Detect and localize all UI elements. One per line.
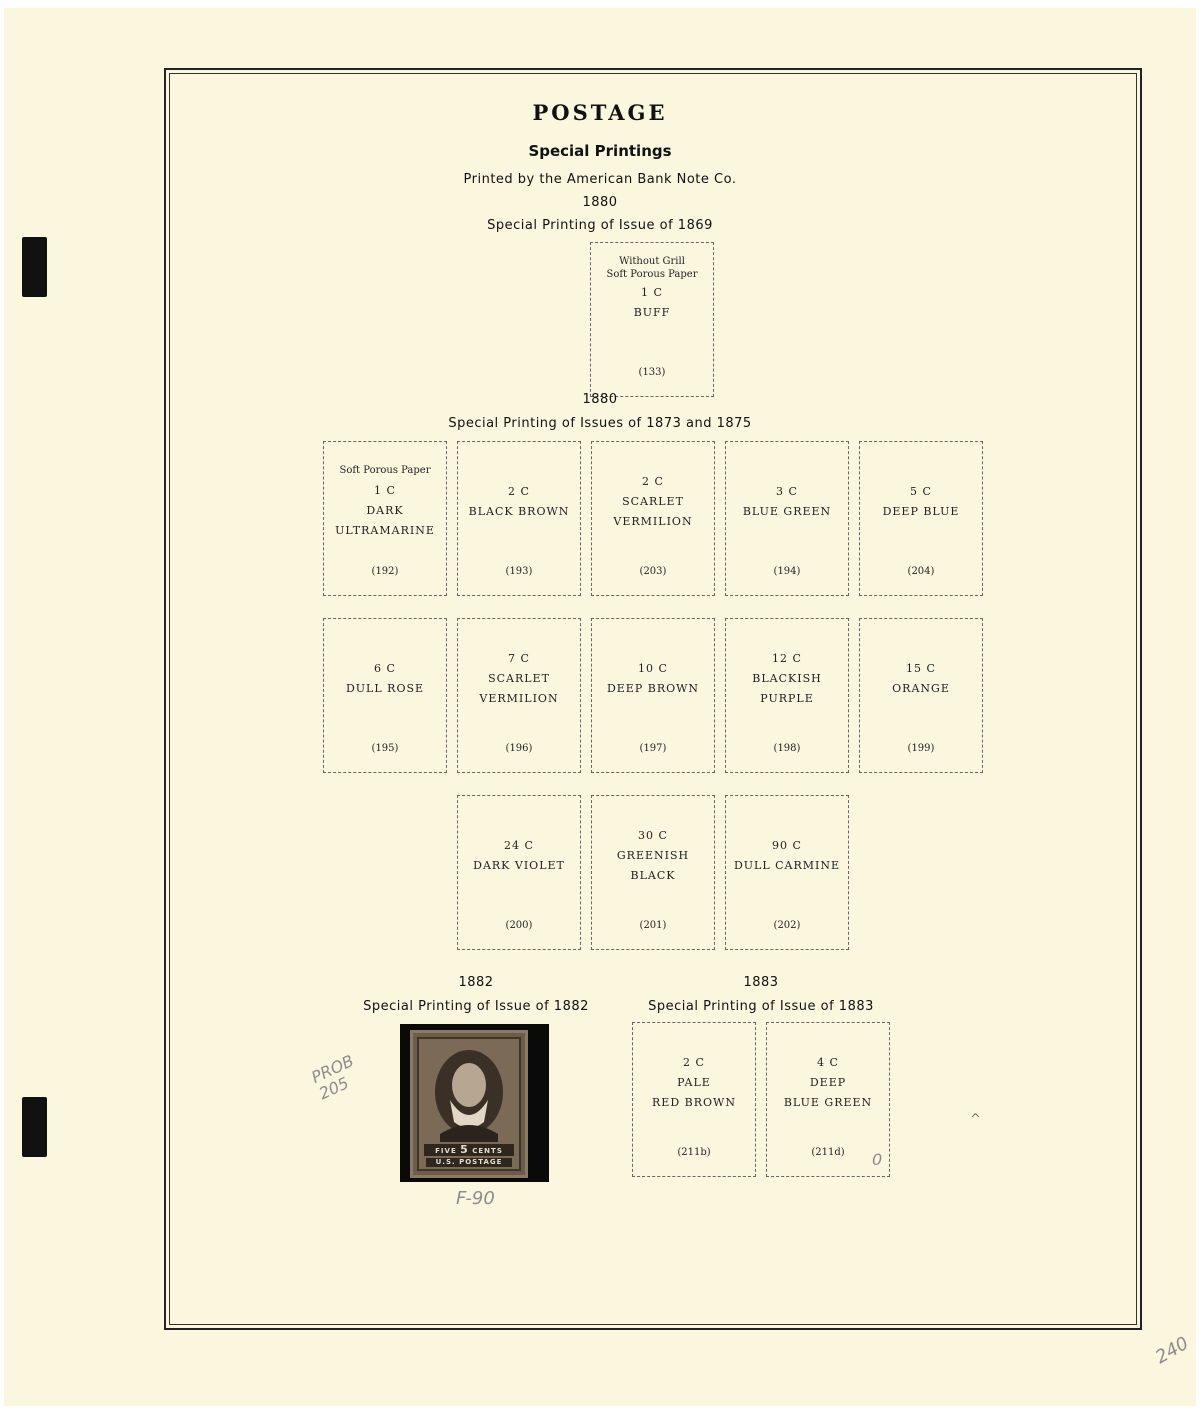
stamp-color: BUFF — [633, 306, 671, 319]
stamp-value: 5 C — [910, 485, 932, 498]
stamp-text-value: 5 — [460, 1143, 469, 1156]
stamp-note: Soft Porous Paper — [339, 465, 431, 476]
stamp-color: ORANGE — [892, 682, 950, 695]
stamp-color: BLACKISH — [752, 672, 822, 685]
stamp-color: DEEP BLUE — [882, 505, 960, 518]
stamp-space[interactable] — [323, 441, 447, 596]
stamp-space[interactable] — [591, 441, 715, 596]
stamp-color: VERMILION — [613, 515, 693, 528]
stamp-value: 6 C — [374, 662, 396, 675]
catalog-number: (197) — [639, 743, 667, 754]
stamp-value: 4 C — [817, 1056, 839, 1069]
stamp-color: SCARLET — [488, 672, 550, 685]
page-title: POSTAGE — [532, 100, 668, 125]
stamp-text-right: CENTS — [472, 1147, 503, 1155]
stamp-value: 15 C — [906, 662, 936, 675]
page-number: 240 — [1152, 1332, 1193, 1369]
heading-1883: Special Printing of Issue of 1883 — [648, 999, 874, 1014]
stamp-space[interactable] — [632, 1022, 756, 1177]
stamp-space[interactable] — [457, 618, 581, 773]
catalog-number: (196) — [505, 743, 533, 754]
stamp-color: ULTRAMARINE — [335, 524, 435, 537]
catalog-number: (201) — [639, 920, 667, 931]
stamp-space[interactable] — [725, 795, 849, 950]
stamp-space[interactable] — [591, 795, 715, 950]
catalog-number: (198) — [773, 743, 801, 754]
stamp-color: DEEP BROWN — [606, 682, 700, 695]
heading-1869: Special Printing of Issue of 1869 — [487, 218, 713, 233]
stamp-value: 2 C — [642, 475, 664, 488]
pencil-mark: 0 — [872, 1150, 883, 1169]
stamp-color: BLACK BROWN — [468, 505, 570, 518]
stamp-note: Soft Porous Paper — [606, 269, 698, 280]
stamp-color: GREENISH — [616, 849, 690, 862]
stamp-color: DULL ROSE — [345, 682, 425, 695]
year-1880-b: 1880 — [582, 392, 618, 407]
printer-line: Printed by the American Bank Note Co. — [463, 172, 737, 187]
pencil-note-prob: PROB 205 — [308, 1051, 357, 1104]
stamp-text-left: FIVE — [435, 1147, 457, 1155]
stamp-color: PALE — [677, 1076, 711, 1089]
stamp-value: 7 C — [508, 652, 530, 665]
stamp-color: BLACK — [630, 869, 676, 882]
stamp-color: VERMILION — [479, 692, 559, 705]
mounted-stamp-1882[interactable] — [400, 1024, 549, 1182]
stamp-color: SCARLET — [622, 495, 684, 508]
catalog-number: (193) — [505, 566, 533, 577]
stamp-color: BLUE GREEN — [742, 505, 832, 518]
stamp-space[interactable] — [457, 441, 581, 596]
catalog-number: (203) — [639, 566, 667, 577]
catalog-number: (199) — [907, 743, 935, 754]
catalog-number: (204) — [907, 566, 935, 577]
stamp-color: BLUE GREEN — [783, 1096, 873, 1109]
catalog-number: (211b) — [677, 1147, 711, 1158]
binder-tab-top — [22, 237, 47, 297]
stamp-text-bottom: U.S. POSTAGE — [435, 1158, 503, 1166]
stamp-value: 24 C — [504, 839, 534, 852]
year-1882: 1882 — [458, 975, 494, 990]
catalog-number: (194) — [773, 566, 801, 577]
heading-1882: Special Printing of Issue of 1882 — [363, 999, 589, 1014]
heading-1873-1875: Special Printing of Issues of 1873 and 1875 — [448, 416, 752, 431]
stamp-space[interactable] — [859, 618, 983, 773]
catalog-number: (192) — [371, 566, 399, 577]
stamp-color: DARK — [366, 504, 404, 517]
stamp-value: 30 C — [638, 829, 668, 842]
page-subtitle: Special Printings — [528, 142, 672, 160]
year-1880-a: 1880 — [582, 195, 618, 210]
stamp-value: 3 C — [776, 485, 798, 498]
stamp-space[interactable] — [859, 441, 983, 596]
stamp-color: DARK VIOLET — [473, 859, 565, 872]
catalog-number: (202) — [773, 920, 801, 931]
catalog-number: (200) — [505, 920, 533, 931]
stamp-space-133[interactable] — [590, 242, 714, 397]
stamp-value: 1 C — [374, 484, 396, 497]
garfield-stamp-image — [410, 1030, 528, 1178]
stamp-space[interactable] — [323, 618, 447, 773]
year-1883: 1883 — [743, 975, 779, 990]
stamp-space[interactable] — [725, 441, 849, 596]
catalog-number: (211d) — [811, 1147, 845, 1158]
binder-tab-bottom — [22, 1097, 47, 1157]
stamp-value: 12 C — [772, 652, 802, 665]
stamp-value: 90 C — [772, 839, 802, 852]
margin-mark: ^ — [970, 1112, 981, 1127]
pencil-note-grade: F-90 — [456, 1188, 495, 1209]
stamp-color: RED BROWN — [652, 1096, 736, 1109]
stamp-value: 1 C — [641, 286, 663, 299]
stamp-value: 10 C — [638, 662, 668, 675]
stamp-space[interactable] — [591, 618, 715, 773]
stamp-color: DEEP — [809, 1076, 847, 1089]
stamp-space[interactable] — [457, 795, 581, 950]
catalog-number: (195) — [371, 743, 399, 754]
stamp-value: 2 C — [508, 485, 530, 498]
stamp-note: Without Grill — [619, 256, 685, 267]
stamp-space[interactable] — [725, 618, 849, 773]
stamp-value: 2 C — [683, 1056, 705, 1069]
stamp-color: PURPLE — [760, 692, 814, 705]
stamp-color: DULL CARMINE — [733, 859, 841, 872]
catalog-number: (133) — [638, 367, 666, 378]
